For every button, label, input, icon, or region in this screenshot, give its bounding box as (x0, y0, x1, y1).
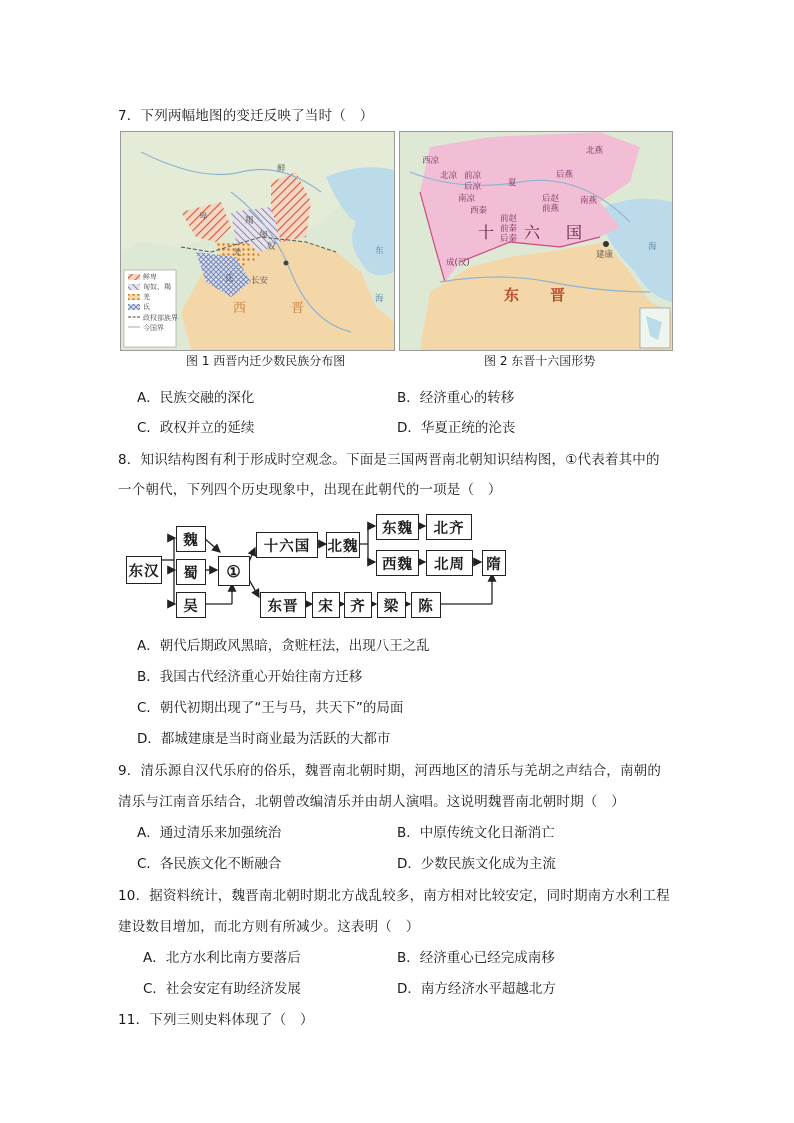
box-beizhou: 北周 (426, 550, 473, 576)
q9-option-c[interactable]: C．各民族文化不断融合 (137, 856, 282, 872)
map2-eastern-jin (399, 131, 673, 351)
box-dongjin: 东晋 (260, 592, 306, 618)
box-beiwei: 北魏 (326, 532, 360, 558)
map2-label-shi: 十 (478, 223, 495, 242)
map1-label-jin: 晋 (291, 301, 305, 316)
map2-caption: 图 2 东晋十六国形势 (484, 354, 596, 368)
box-qi: 齐 (344, 592, 372, 618)
map1-legend-5: 今国界 (143, 324, 164, 332)
map2-label-nanliang: 南凉 (458, 194, 476, 204)
map1-caption: 图 1 西晋内迁少数民族分布图 (186, 354, 346, 368)
map2-label-guo: 国 (566, 223, 583, 242)
box-xiwei: 西魏 (376, 550, 419, 576)
q10-option-a[interactable]: A．北方水利比南方要落后 (143, 950, 301, 966)
map1-label-xian: 鲜 (277, 164, 286, 174)
map2-label-houqin: 后秦 (500, 234, 518, 244)
map2-label-nanyan: 南燕 (580, 196, 598, 206)
q7-maps (120, 131, 673, 349)
map2-label-qianliang: 前凉 (464, 171, 482, 181)
box-liang: 梁 (377, 592, 406, 618)
box-dongwei: 东魏 (376, 514, 419, 540)
box-beiqi: 北齐 (426, 514, 472, 540)
map2-label-qianqin: 前秦 (500, 224, 518, 234)
map2-label-houliang: 后凉 (464, 182, 482, 192)
map1-legend-0: 鲜卑 (143, 273, 157, 281)
map1-label-xiong: 匈 (259, 230, 268, 240)
q9-option-a[interactable]: A．通过清乐来加强统治 (137, 825, 282, 841)
map2-label-liu: 六 (524, 223, 541, 242)
map1-legend-4: 政权部族界 (143, 314, 178, 322)
box-chen: 陈 (411, 592, 441, 618)
map2-label-qianzhao: 前赵 (500, 214, 518, 224)
map1-label-bei: 卑 (199, 212, 208, 222)
map2-label-qianyan: 前燕 (542, 204, 560, 214)
box-wu: 吴 (176, 592, 206, 618)
q8-stem-line2: 一个朝代，下列四个历史现象中，出现在此朝代的一项是（ ） (118, 482, 502, 498)
map1-label-di: 氐 (225, 274, 234, 284)
map1-legend-1: 匈奴、羯 (143, 283, 171, 291)
map2-label-xiqin: 西秦 (470, 206, 488, 216)
q11-stem: 11．下列三则史料体现了（ ） (118, 1012, 314, 1028)
map1-label-xi: 西 (233, 301, 247, 316)
map2-label-jin: 晋 (550, 286, 566, 304)
box-shiliuguo: 十六国 (256, 532, 318, 558)
box-circle1: ① (218, 556, 250, 586)
q8-option-b[interactable]: B．我国古代经济重心开始往南方迁移 (137, 669, 363, 685)
box-shu: 蜀 (176, 559, 206, 585)
map2-label-houyan: 后燕 (556, 170, 574, 180)
q7-option-c[interactable]: C．政权并立的延续 (137, 420, 255, 436)
q9-option-b[interactable]: B．中原传统文化日渐消亡 (397, 825, 555, 841)
map2-label-chenghan: 成(汉) (446, 258, 470, 268)
map1-label-dong: 东 (375, 246, 384, 256)
q10-option-d[interactable]: D．南方经济水平超越北方 (397, 981, 556, 997)
q8-option-d[interactable]: D．都城建康是当时商业最为活跃的大都市 (137, 731, 391, 747)
map2-label-beiliang: 北凉 (440, 171, 458, 181)
map1-label-jie: 羯 (245, 216, 254, 226)
map1-label-changan: 长安 (251, 276, 269, 286)
q9-stem-line1: 9．清乐源自汉代乐府的俗乐，魏晋南北朝时期，河西地区的清乐与羌胡之声结合，南朝的 (118, 763, 662, 779)
map2-label-jiankang: 建康 (596, 250, 614, 260)
box-song: 宋 (312, 592, 340, 618)
q8-option-c[interactable]: C．朝代初期出现了“王与马，共天下”的局面 (137, 700, 404, 716)
q10-option-c[interactable]: C．社会安定有助经济发展 (143, 981, 301, 997)
q7-stem: 7．下列两幅地图的变迁反映了当时（ ） (118, 108, 374, 124)
q10-stem-line1: 10．据资料统计，魏晋南北朝时期北方战乱较多，南方相对比较安定，同时期南方水利工程 (118, 888, 670, 904)
q7-option-b[interactable]: B．经济重心的转移 (397, 390, 515, 406)
map1-legend-2: 羌 (143, 293, 150, 301)
map1-label-qiang: 羌 (233, 248, 242, 258)
q10-option-b[interactable]: B．经济重心已经完成南移 (397, 950, 555, 966)
box-sui: 隋 (482, 550, 506, 576)
q9-option-d[interactable]: D．少数民族文化成为主流 (397, 856, 556, 872)
map2-label-hai: 海 (648, 242, 657, 252)
map1-legend-3: 氐 (143, 303, 150, 311)
map2-label-houzhao: 后赵 (542, 194, 560, 204)
map2-label-xiliang: 西凉 (422, 156, 440, 166)
map1-label-hai: 海 (375, 294, 384, 304)
q7-option-a[interactable]: A．民族交融的深化 (137, 390, 255, 406)
map2-label-xia: 夏 (508, 178, 517, 188)
map1-label-nu: 奴 (267, 242, 276, 252)
q9-stem-line2: 清乐与江南音乐结合，北朝曾改编清乐并由胡人演唱。这说明魏晋南北朝时期（ ） (118, 794, 625, 810)
q8-structure-diagram (124, 512, 514, 624)
box-donghan: 东汉 (126, 556, 162, 584)
box-wei: 魏 (176, 526, 206, 552)
map1-western-jin (120, 131, 395, 351)
q8-option-a[interactable]: A．朝代后期政风黑暗，贪赃枉法，出现八王之乱 (137, 638, 430, 654)
q8-stem-line1: 8．知识结构图有利于形成时空观念。下面是三国两晋南北朝知识结构图，①代表着其中的 (118, 452, 660, 468)
q10-stem-line2: 建设数目增加，而北方则有所减少。这表明（ ） (118, 919, 420, 935)
map2-label-dong: 东 (504, 286, 520, 304)
q7-option-d[interactable]: D．华夏正统的沦丧 (397, 420, 516, 436)
map2-label-beiyan: 北燕 (586, 146, 604, 156)
